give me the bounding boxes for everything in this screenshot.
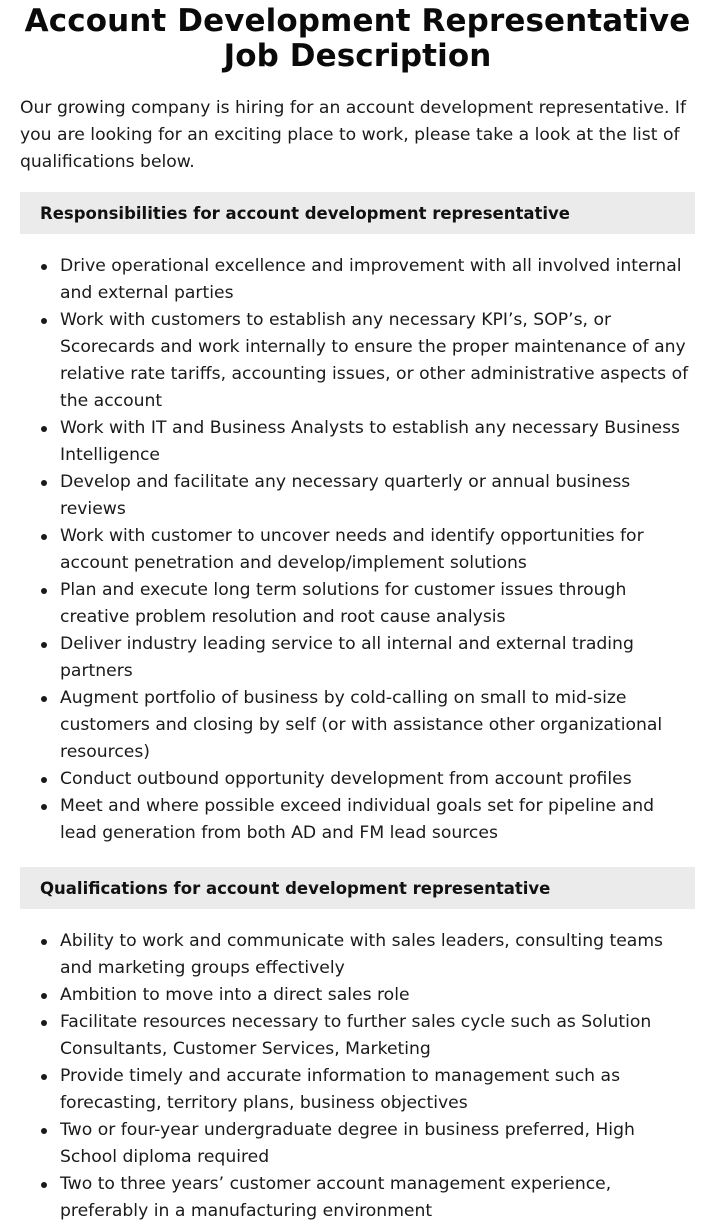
list-item: Two or four-year undergraduate degree in business preferred, High School diploma required — [60, 1117, 695, 1171]
bullet-icon — [41, 534, 47, 540]
list-item: Ambition to move into a direct sales role — [60, 982, 695, 1009]
list-item: Augment portfolio of business by cold-calling on small to mid-size customers and closing by self (or with assistance other organizational resources) — [60, 685, 695, 766]
intro-paragraph: Our growing company is hiring for an account development representative. If you are looking for an exciting place to work, please take a look at the list of qualifications below. — [20, 98, 687, 172]
list-item: Work with customers to establish any necessary KPI’s, SOP’s, or Scorecards and work internally to ensure the proper maintenance of any relative rate tariffs, accounting issues, or other administrative aspects of the account — [60, 307, 695, 415]
bullet-icon — [41, 993, 47, 999]
bullet-icon — [41, 939, 47, 945]
list-item: Provide timely and accurate information to management such as forecasting, territory plans, business objectives — [60, 1063, 695, 1117]
list-item: Develop and facilitate any necessary quarterly or annual business reviews — [60, 469, 695, 523]
bullet-icon — [41, 264, 47, 270]
qualifications-heading: Qualifications for account development representative — [20, 867, 695, 909]
list-item: Drive operational excellence and improvement with all involved internal and external parties — [60, 253, 695, 307]
bullet-icon — [41, 480, 47, 486]
responsibilities-heading: Responsibilities for account development representative — [20, 192, 695, 234]
list-item: Meet and where possible exceed individual goals set for pipeline and lead generation from both AD and FM lead sources — [60, 793, 695, 847]
list-item: Facilitate resources necessary to further sales cycle such as Solution Consultants, Customer Services, Marketing — [60, 1009, 695, 1063]
bullet-icon — [41, 1182, 47, 1188]
bullet-icon — [41, 1128, 47, 1134]
list-item: Ability to work and communicate with sales leaders, consulting teams and marketing groups effectively — [60, 928, 695, 982]
qualifications-list — [20, 928, 695, 1225]
bullet-icon — [41, 1074, 47, 1080]
bullet-icon — [41, 1020, 47, 1026]
responsibilities-list — [20, 253, 695, 847]
list-item: Two to three years’ customer account management experience, preferably in a manufacturing environment — [60, 1171, 695, 1225]
bullet-icon — [41, 588, 47, 594]
bullet-icon — [41, 804, 47, 810]
list-item: Deliver industry leading service to all internal and external trading partners — [60, 631, 695, 685]
bullet-icon — [41, 426, 47, 432]
bullet-icon — [41, 318, 47, 324]
list-item: Conduct outbound opportunity development from account profiles — [60, 766, 695, 793]
bullet-icon — [41, 777, 47, 783]
bullet-icon — [41, 696, 47, 702]
list-item: Plan and execute long term solutions for customer issues through creative problem resolution and root cause analysis — [60, 577, 695, 631]
list-item: Work with customer to uncover needs and identify opportunities for account penetration and develop/implement solutions — [60, 523, 695, 577]
page-title: Account Development Representative Job Description — [24, 3, 691, 74]
bullet-icon — [41, 642, 47, 648]
list-item: Work with IT and Business Analysts to establish any necessary Business Intelligence — [60, 415, 695, 469]
